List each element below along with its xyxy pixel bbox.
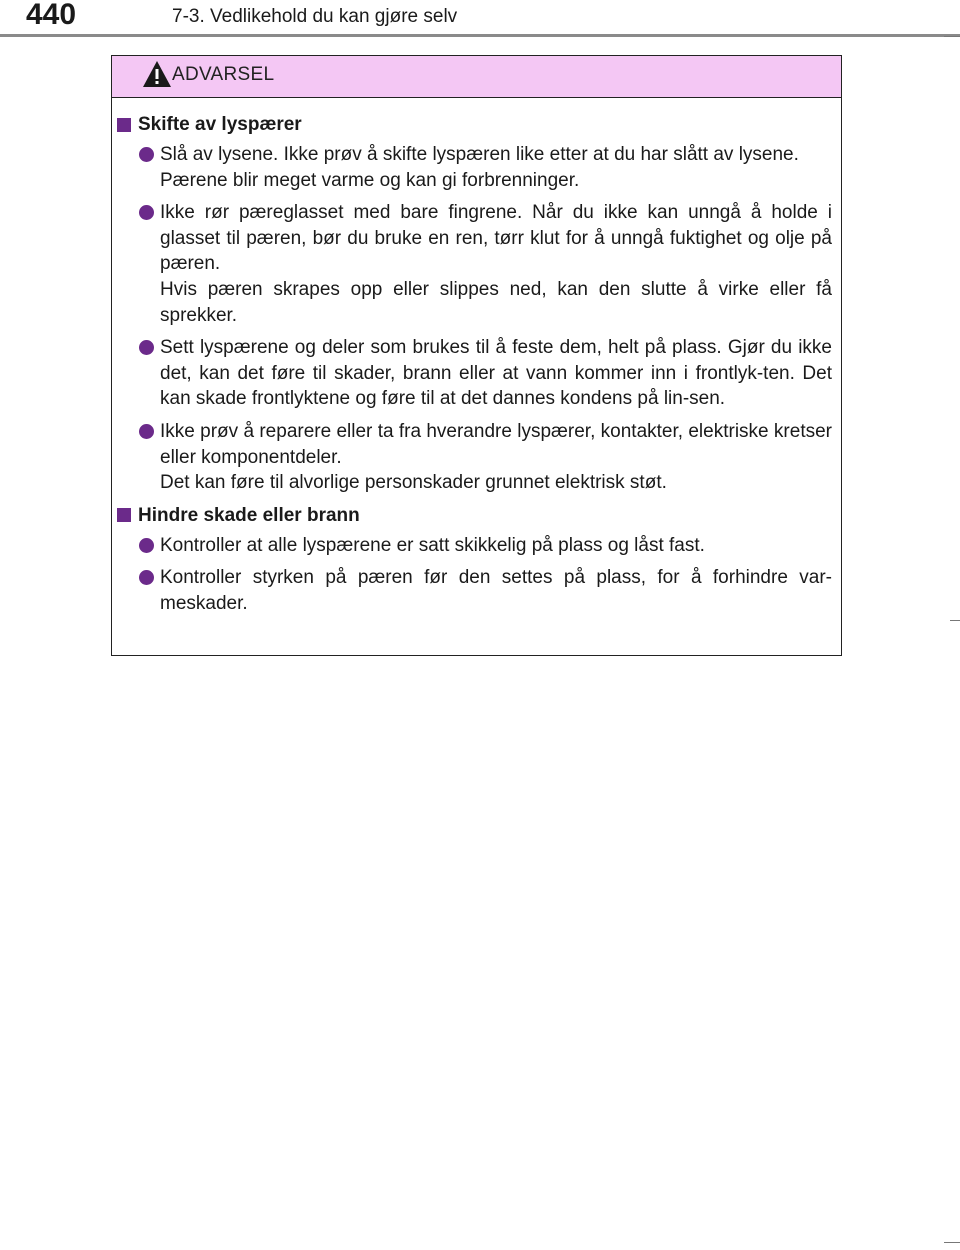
bullet-text: Pærene blir meget varme og kan gi forbrenninger. <box>160 169 580 191</box>
page-number: 440 <box>26 0 77 31</box>
bullet-dot-icon <box>139 538 154 553</box>
crop-mark <box>944 1242 960 1243</box>
subheading-bulb-replacement <box>117 112 834 137</box>
bullet-text: Det kan føre til alvorlige personskader grunnet elektrisk støt. <box>160 472 667 494</box>
subheading-text: Skifte av lyspærer <box>138 114 302 135</box>
header-rule <box>0 34 960 37</box>
subheading-text: Hindre skade eller brann <box>138 504 360 526</box>
list-item <box>117 419 834 496</box>
warning-triangle-icon <box>142 60 172 88</box>
bullet-text: Ikke rør pæreglasset med bare fingrene. Når du ikke kan unngå å holde i glasset til pæren, bør du bruke en ren, tørr klut for å unngå fuktighet og olje på pæren. <box>160 202 832 275</box>
list-item <box>117 142 834 193</box>
warning-body <box>112 98 841 617</box>
subheading-prevent-damage <box>117 503 834 528</box>
bullet-dot-icon <box>139 205 154 220</box>
crop-mark <box>944 36 960 37</box>
bullet-text: Hvis pæren skrapes opp eller slippes ned, kan den slutte å virke eller få sprekker. <box>160 278 832 326</box>
bullet-text: Sett lyspærene og deler som brukes til å feste dem, helt på plass. Gjør du ikke det, kan det føre til skader, brann eller at vann kommer inn i frontlyk-ten. Det kan skade frontlyktene og føre til at det dannes kondens på lin-sen. <box>160 337 832 410</box>
list-item <box>117 335 834 412</box>
bullet-dot-icon <box>139 147 154 162</box>
list-item <box>117 565 834 616</box>
list-item <box>117 200 834 328</box>
bullet-dot-icon <box>139 424 154 439</box>
warning-title: ADVARSEL <box>172 64 275 85</box>
bullet-dot-icon <box>139 340 154 355</box>
bullet-text: Slå av lysene. Ikke prøv å skifte lyspæren like etter at du har slått av lysene. <box>160 144 799 165</box>
list-item <box>117 533 834 559</box>
square-bullet-icon <box>117 508 131 522</box>
square-bullet-icon <box>117 118 131 132</box>
warning-box <box>111 55 842 656</box>
bullet-text: Ikke prøv å reparere eller ta fra hverandre lyspærer, kontakter, elektriske kretser eller komponentdeler. <box>160 420 832 468</box>
crop-mark <box>950 620 960 621</box>
section-title: 7-3. Vedlikehold du kan gjøre selv <box>172 6 458 27</box>
bullet-dot-icon <box>139 570 154 585</box>
bullet-text: Kontroller at alle lyspærene er satt skikkelig på plass og låst fast. <box>160 534 705 556</box>
bullet-text: Kontroller styrken på pæren før den settes på plass, for å forhindre var-meskader. <box>160 567 832 614</box>
warning-header <box>112 56 841 98</box>
